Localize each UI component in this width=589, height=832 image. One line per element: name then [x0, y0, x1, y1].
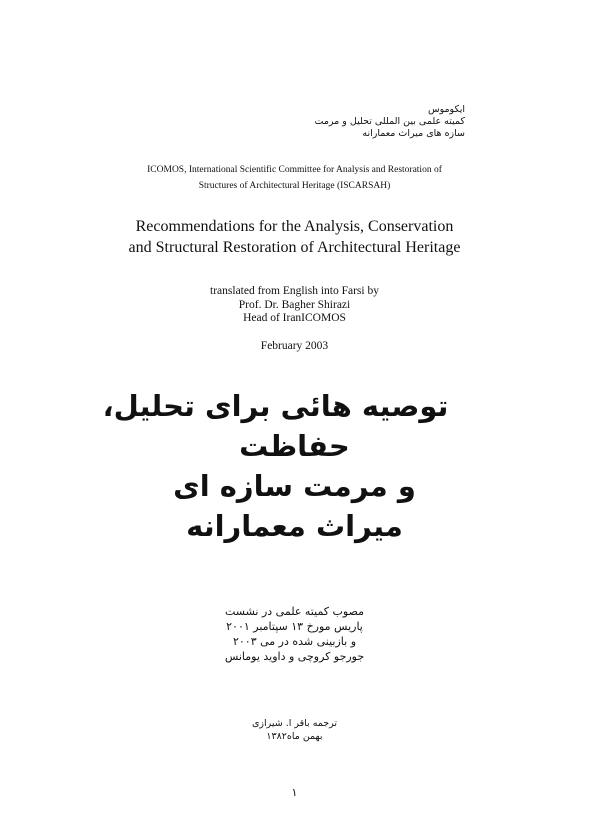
- translation-credit: [0, 285, 589, 326]
- persian-approval-line: پاریس مورخ ۱۳ سپتامبر ۲۰۰۱: [226, 620, 363, 633]
- persian-header-line: سازه های میراث معمارانه: [362, 128, 465, 139]
- persian-title-line: میراث معمارانه: [186, 509, 403, 543]
- persian-title-line: و مرمت سازه ای: [173, 469, 416, 503]
- persian-translator-line: ترجمه باقر ا. شیرازی: [251, 718, 338, 729]
- translator-name: Prof. Dr. Bagher Shirazi: [238, 298, 351, 311]
- persian-header: [205, 104, 465, 140]
- page-number: ۱: [291, 786, 298, 799]
- publication-date: February 2003: [260, 340, 329, 352]
- persian-approval-line: جورجو کروچی و داوید یومانس: [224, 650, 365, 663]
- persian-header-line: کمیته علمی بین المللی تحلیل و مرمت: [314, 116, 465, 127]
- translator-role: Head of IranICOMOS: [243, 312, 346, 324]
- document-title-line-2: and Structural Restoration of Architectural Heritage: [128, 239, 461, 256]
- persian-approval-line: مصوب کمیته علمی در نشست: [224, 605, 365, 618]
- icomos-committee-line-1: ICOMOS, International Scientific Committee for Analysis and Restoration of: [147, 165, 442, 175]
- persian-translator-line: بهمن ماه۱۳۸۲: [266, 731, 323, 742]
- persian-header-line: ایکوموس: [427, 104, 465, 115]
- persian-title-line: توصیه هائی برای تحلیل،: [102, 389, 449, 423]
- persian-translator-credit: [0, 717, 589, 743]
- persian-approval-note: [0, 604, 589, 664]
- document-title: [0, 216, 589, 258]
- persian-title-line: حفاظت: [239, 429, 350, 463]
- persian-approval-line: و بازبینی شده در می ۲۰۰۳: [232, 635, 357, 648]
- icomos-committee-line-2: Structures of Architectural Heritage (ISCARSAH): [198, 181, 391, 191]
- translation-credit-line-1: translated from English into Farsi by: [210, 285, 379, 297]
- icomos-committee: [0, 162, 589, 194]
- document-title-line-1: Recommendations for the Analysis, Conservation: [135, 218, 454, 235]
- persian-title: [0, 386, 589, 546]
